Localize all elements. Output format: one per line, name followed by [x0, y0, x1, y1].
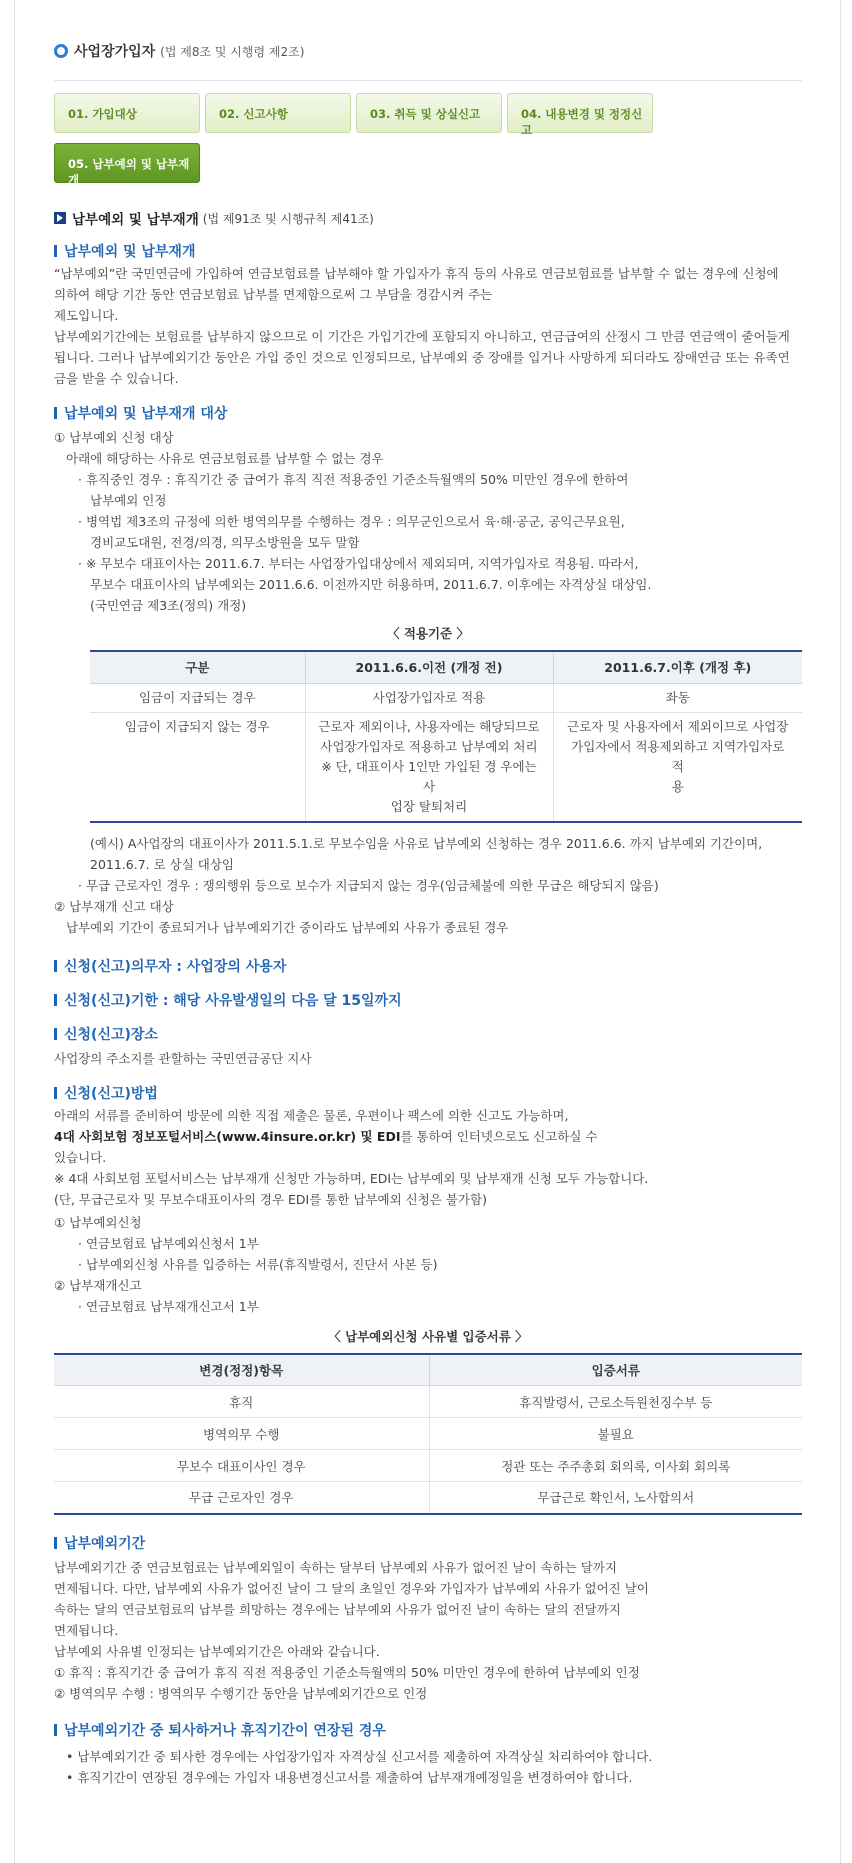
bar-icon: [54, 1028, 57, 1040]
table-header: 2011.6.7.이후 (개정 후): [553, 651, 802, 683]
section-title: [54, 209, 802, 227]
main-content: [54, 40, 802, 1788]
tab-acquisition-loss[interactable]: 03. 취득 및 상실신고: [356, 93, 502, 133]
page-subtitle: (법 제8조 및 시행령 제2조): [160, 44, 305, 59]
heading-method: 신청(신고)방법: [54, 1083, 802, 1103]
heading-obligor: 신청(신고)의무자 : 사업장의 사용자: [54, 956, 802, 976]
exemption-paragraph: “납부예외”란 국민연금에 가입하여 연금보험료를 납부해야 할 가입자가 휴직 등의 사유로 연금보험료를 납부할 수 없는 경우에 신청에 의하여 해당 기간 동안 연금보험료 납부를 면제함으로써 그 부담을 경감시켜 주는 제도입니다. 납부예외기간에는 보험료를 납부하지 않으므로 이 기간은 가입기간에 포함되지 아니하고, 연금급여의 산정시 그 만큼 연금액이 줄어들게 됩니다. 그러나 납부예외기간 동안은 가입 중인 것으로 인정되므로, 납부예외 중 장애를 입거나 사망하게 되더라도 장애연금 또는 유족연 금을 받을 수 있습니다.: [54, 266, 790, 386]
method-paragraph: 아래의 서류를 준비하여 방문에 의한 직접 제출은 물론, 우편이나 팩스에 의한 신고도 가능하며, 4대 사회보험 정보포털서비스(www.4insure.or.kr) 및 EDI를 통하여 인터넷으로도 신고하실 수 있습니다. ※ 4대 사회보험 포털서비스는 납부재개 신청만 가능하며, EDI는 납부예외 및 납부재개 신청 모두 가능합니다. (단, 무급근로자 및 무보수대표이사의 경우 EDI를 통한 납부예외 신청은 불가함) ① 납부예외신청 · 연금보험료 납부예외신청서 1부 · 납부예외신청 사유를 입증하는 서류(휴직발령서, 진단서 사본 등) ② 납부재개신고 · 연금보험료 납부재개신고서 1부: [54, 1107, 649, 1314]
tab-eligibility[interactable]: 01. 가입대상: [54, 93, 200, 133]
tab-exemption-resumption[interactable]: 05. 납부예외 및 납부재개: [54, 143, 200, 183]
bar-icon: [54, 994, 57, 1006]
bar-icon: [54, 960, 57, 972]
page-title: 사업장가입자: [74, 44, 156, 60]
table-header: 2011.6.6.이전 (개정 전): [305, 651, 553, 683]
table-row: 병역의무 수행 불필요: [54, 1418, 802, 1450]
table-header: 변경(정정)항목: [54, 1354, 429, 1386]
resign-extend-list: • 납부예외기간 중 퇴사한 경우에는 사업장가입자 자격상실 신고서를 제출하여 자격상실 처리하여야 합니다. • 휴직기간이 연장된 경우에는 가입자 내용변경신고서를 제출하여 납부재개예정일을 변경하여야 합니다.: [66, 1748, 653, 1785]
section-title-text: 납부예외 및 납부재개: [72, 212, 199, 228]
period-paragraph: 납부예외기간 중 연금보험료는 납부예외일이 속하는 달부터 납부예외 사유가 없어진 날이 속하는 달까지 면제됩니다. 다만, 납부예외 사유가 없어진 날이 그 달의 초일인 경우와 가입자가 납부예외 사유가 없어진 날이 속하는 달의 연금보험료의 납부를 희망하는 경우에는 납부예외 사유가 없어진 날이 속하는 달의 전달까지 면제됩니다. 납부예외 사유별 인정되는 납부예외기간은 아래와 같습니다. ① 휴직 : 휴직기간 중 급여가 휴직 직전 적용중인 기준소득월액의 50% 미만인 경우에 한하여 납부예외 인정 ② 병역의무 수행 : 병역의무 수행기간 동안을 납부예외기간으로 인정: [54, 1559, 649, 1701]
criteria-table: [90, 650, 802, 823]
bar-icon: [54, 1724, 57, 1736]
heading-resign-extend: 납부예외기간 중 퇴사하거나 휴직기간이 연장된 경우: [54, 1720, 802, 1740]
tab-bar: [54, 93, 674, 187]
table1-caption: 〈 적용기준 〉: [386, 626, 469, 641]
table-row: 휴직 휴직발령서, 근로소득원천징수부 등: [54, 1386, 802, 1418]
documents-table: [54, 1353, 802, 1515]
tab-report-items[interactable]: 02. 신고사항: [205, 93, 351, 133]
heading-period: 납부예외기간: [54, 1533, 802, 1553]
heading-deadline: 신청(신고)기한 : 해당 사유발생일의 다음 달 15일까지: [54, 990, 802, 1010]
bar-icon: [54, 1087, 57, 1099]
section-subtitle: (법 제91조 및 시행규칙 제41조): [202, 211, 374, 226]
table-row: 무보수 대표이사인 경우 정관 또는 주주총회 회의록, 이사회 회의록: [54, 1450, 802, 1482]
portal-link-text: 4대 사회보험 정보포털서비스(www.4insure.or.kr) 및 EDI: [54, 1128, 401, 1144]
bar-icon: [54, 1537, 57, 1549]
place-text: 사업장의 주소지를 관할하는 국민연금공단 지사: [54, 1050, 312, 1066]
divider: [54, 80, 802, 81]
heading-place: 신청(신고)장소: [54, 1024, 802, 1044]
table-row: 무급 근로자인 경우 무급근로 확인서, 노사합의서: [54, 1482, 802, 1514]
circle-bullet-icon: [54, 44, 68, 58]
targets-list-cont: (예시) A사업장의 대표이사가 2011.5.1.로 무보수임을 사유로 납부예외 신청하는 경우 2011.6.6. 까지 납부예외 기간이며, 2011.6.7. 로 상실 대상임 · 무급 근로자인 경우 : 쟁의행위 등으로 보수가 지급되지 않는 경우(임금체불에 의한 무급은 해당되지 않음) ② 납부재개 신고 대상 납부예외 기간이 종료되거나 납부예외기간 중이라도 납부예외 사유가 종료된 경우: [54, 835, 763, 935]
table-row: 임금이 지급되지 않는 경우 근로자 제외이나, 사용자에는 해당되므로 사업장가입자로 적용하고 납부예외 처리 ※ 단, 대표이사 1인만 가입된 경 우에는 사 업장 탈퇴처리 근로자 및 사용자에서 제외이므로 사업장 가입자에서 적용제외하고 지역가입자로 적 용: [90, 712, 802, 822]
bar-icon: [54, 245, 57, 257]
table2-caption: 〈 납부예외신청 사유별 입증서류 〉: [328, 1328, 528, 1344]
tab-change-correction[interactable]: 04. 내용변경 및 정정신고: [507, 93, 653, 133]
page-header: [54, 40, 802, 62]
table-header: 입증서류: [429, 1354, 802, 1386]
heading-targets: 납부예외 및 납부재개 대상: [54, 403, 802, 423]
targets-list: ① 납부예외 신청 대상 아래에 해당하는 사유로 연금보험료를 납부할 수 없는 경우 · 휴직중인 경우 : 휴직기간 중 급여가 휴직 직전 적용중인 기준소득월액의 50% 미만인 경우에 한하여 납부예외 인정 · 병역법 제3조의 규정에 의한 병역의무를 수행하는 경우 : 의무군인으로서 육·해·공군, 공익근무요원, 경비교도대원, 전경/의경, 의무소방원을 모두 말함 · ※ 무보수 대표이사는 2011.6.7. 부터는 사업장가입대상에서 제외되며, 지역가입자로 적용됨. 따라서, 무보수 대표이사의 납부예외는 2011.6.6. 이전까지만 허용하며, 2011.6.7. 이후에는 자격상실 대상임. (국민연금 제3조(정의) 개정): [54, 430, 652, 613]
table-header: 구분: [90, 651, 305, 683]
bar-icon: [54, 407, 57, 419]
table-row: 임금이 지급되는 경우 사업장가입자로 적용 좌동: [90, 683, 802, 712]
arrow-box-icon: [54, 212, 66, 224]
heading-exemption: 납부예외 및 납부재개: [54, 241, 802, 261]
